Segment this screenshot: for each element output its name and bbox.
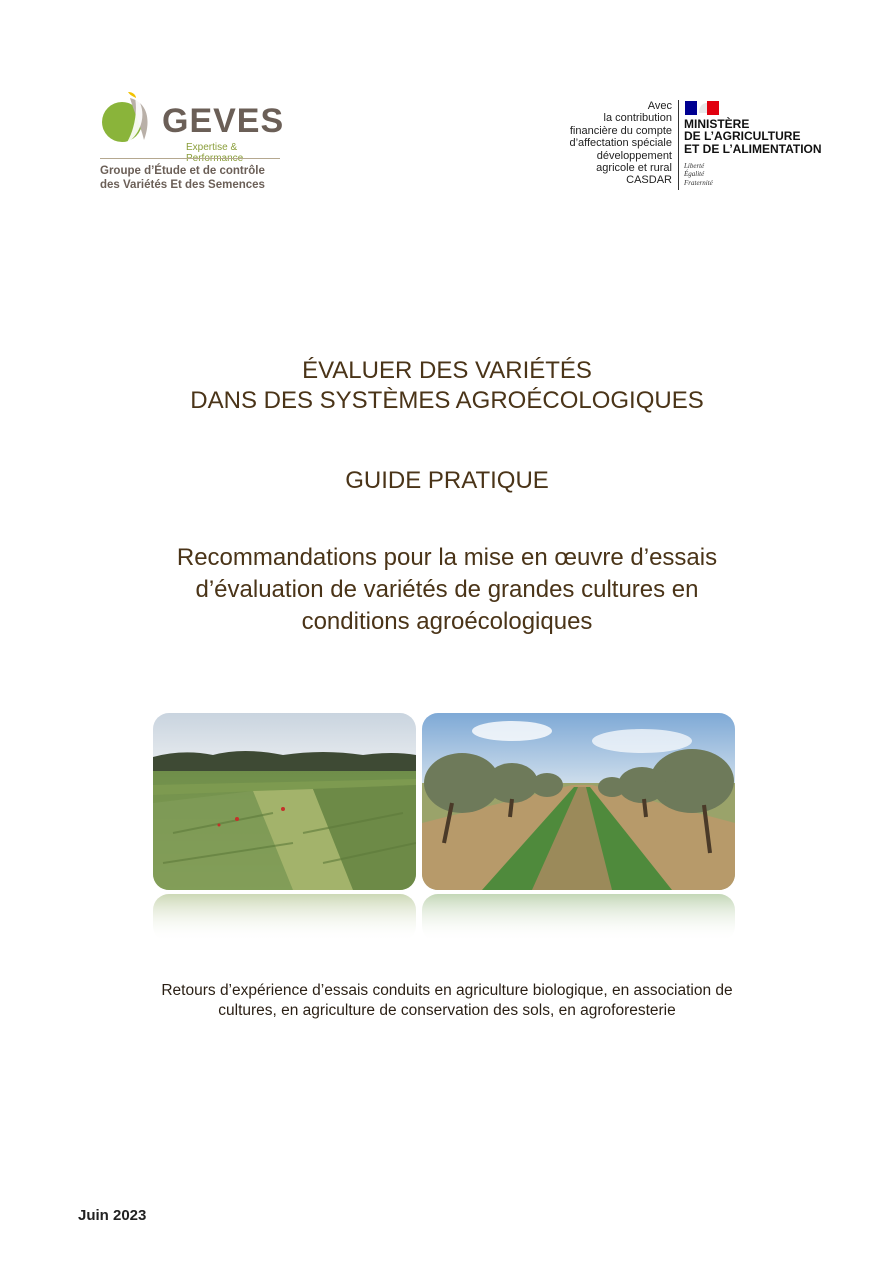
geves-divider — [100, 158, 280, 159]
casdar-line: Avec — [647, 100, 672, 112]
ministry-name-line: ET DE L’ALIMENTATION — [684, 141, 822, 156]
ministry-name-line: DE L’AGRICULTURE — [684, 129, 801, 144]
casdar-line: la contribution — [603, 112, 672, 125]
geves-full-name — [100, 164, 265, 192]
olive-agroforestry-photo — [422, 713, 735, 890]
motto-line: Fraternité — [684, 178, 713, 187]
olive-photo-reflection — [422, 894, 735, 942]
experience-summary-line: Retours d’expérience d’essais conduits en agriculture biologique, en association de — [161, 982, 733, 999]
publication-date: Juin 2023 — [78, 1207, 147, 1224]
guide-label: GUIDE PRATIQUE — [345, 467, 549, 494]
document-title-line1: ÉVALUER DES VARIÉTÉS — [302, 357, 592, 384]
republic-motto — [684, 162, 713, 187]
geves-full-name-line2: des Variétés Et des Semences — [100, 179, 265, 191]
casdar-line: développement — [596, 149, 672, 162]
motto-line: Liberté — [684, 162, 705, 170]
casdar-line: CASDAR — [626, 174, 672, 187]
casdar-line: financière du compte — [569, 124, 672, 137]
document-title — [0, 356, 894, 416]
marianne-flag-icon — [685, 101, 719, 115]
wheat-photo-reflection — [153, 894, 416, 942]
experience-summary-line: cultures, en agriculture de conservation des sols, en agroforesterie — [218, 1002, 676, 1019]
document-title-line2: DANS DES SYSTÈMES AGROÉCOLOGIQUES — [190, 387, 704, 414]
casdar-contribution-text — [569, 100, 672, 187]
document-subtitle-line: Recommandations pour la mise en œuvre d’essais — [176, 544, 718, 571]
wheat-field-photo — [153, 713, 416, 890]
document-subtitle-line: conditions agroécologiques — [301, 608, 593, 635]
casdar-line: d’affectation spéciale — [569, 137, 672, 150]
document-subtitle-line: d’évaluation de variétés de grandes cultures en — [195, 576, 699, 603]
geves-wordmark: GEVES — [162, 102, 285, 140]
geves-tagline: Expertise & — [186, 142, 238, 153]
ministry-divider — [678, 100, 679, 190]
casdar-line: agricole et rural — [596, 162, 672, 175]
geves-logo — [100, 88, 285, 198]
motto-line: Égalité — [684, 170, 705, 179]
geves-leaf-icon — [100, 88, 160, 148]
ministry-name-line: MINISTÈRE — [684, 117, 750, 131]
document-subtitle — [0, 542, 894, 638]
geves-full-name-line1: Groupe d’Étude et de contrôle — [100, 165, 265, 177]
ministry-name — [684, 118, 822, 155]
experience-summary — [0, 981, 894, 1021]
